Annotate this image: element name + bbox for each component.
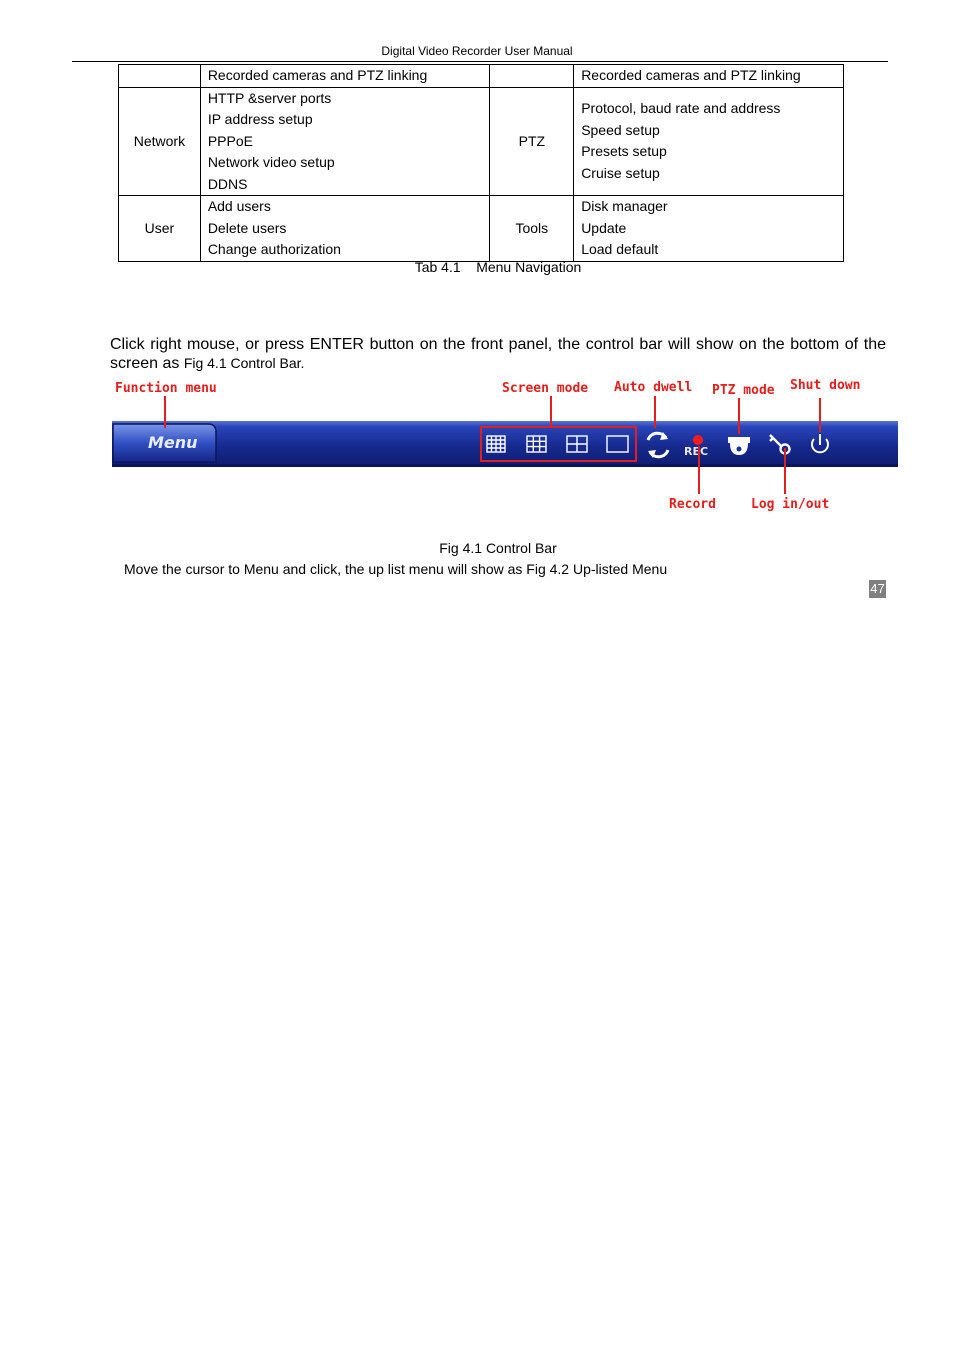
menu-item: Load default [581,241,659,257]
menu-item: Update [581,219,627,236]
menu-button[interactable] [113,424,216,462]
menu-button-label: Menu [148,433,198,452]
body-paragraph-2: Move the cursor to Menu and click, the up list menu will show as Fig 4.2 Up-listed Menu [124,561,668,577]
body-paragraph [110,335,886,373]
menu-item: PPPoE [207,132,253,149]
page-header: Digital Video Recorder User Manual [381,44,573,58]
annotation-record: Record [669,497,716,512]
menu-item: Change authorization [207,241,341,257]
menu-item: DDNS [207,175,248,192]
items-cell [200,65,490,88]
items-cell [574,87,844,196]
table-row [119,65,844,88]
annotation-ptz-mode: PTZ mode [712,383,775,398]
menu-item: Disk manager [581,198,668,214]
menu-item: Presets setup [581,143,667,160]
category-cell [490,65,574,88]
category-cell: Network [119,87,201,196]
category-cell: PTZ [490,87,574,196]
items-cell [574,65,844,88]
figure-caption: Fig 4.1 Control Bar [439,540,557,556]
category-cell [119,65,201,88]
menu-item: Network video setup [207,154,335,170]
table-caption: Tab 4.1 Menu Navigation [414,259,582,275]
items-cell [574,196,844,262]
record-icon-label: REC [684,445,709,458]
category-cell: Tools [490,196,574,262]
menu-item: Delete users [207,219,287,236]
paragraph-text: Click right mouse, or press ENTER button on the front panel, the control bar will show on the bottom of the screen as [110,336,886,372]
annotation-screen-mode: Screen mode [502,381,589,396]
menu-item: HTTP &server ports [207,89,332,106]
annotation-log-inout: Log in/out [751,497,830,512]
menu-item: Cruise setup [581,164,660,181]
table-row [119,87,844,196]
menu-item: IP address setup [207,111,313,127]
menu-item: Recorded cameras and PTZ linking [207,67,428,83]
menu-navigation-table [118,64,844,262]
menu-item: Speed setup [581,121,660,138]
annotation-function-menu: Function menu [115,381,217,396]
menu-item: Protocol, baud rate and address [581,100,781,117]
annotation-auto-dwell: Auto dwell [614,380,693,395]
table-row [119,196,844,262]
menu-item: Add users [207,198,271,214]
menu-item: Recorded cameras and PTZ linking [581,67,801,83]
page-number: 47 [870,581,885,596]
items-cell [200,196,490,262]
category-cell: User [119,196,201,262]
header-rule [72,61,888,62]
figure-reference: Fig 4.1 Control Bar. [183,355,305,371]
items-cell [200,87,490,196]
control-bar-figure [110,376,900,516]
annotation-shut-down: Shut down [790,378,861,393]
